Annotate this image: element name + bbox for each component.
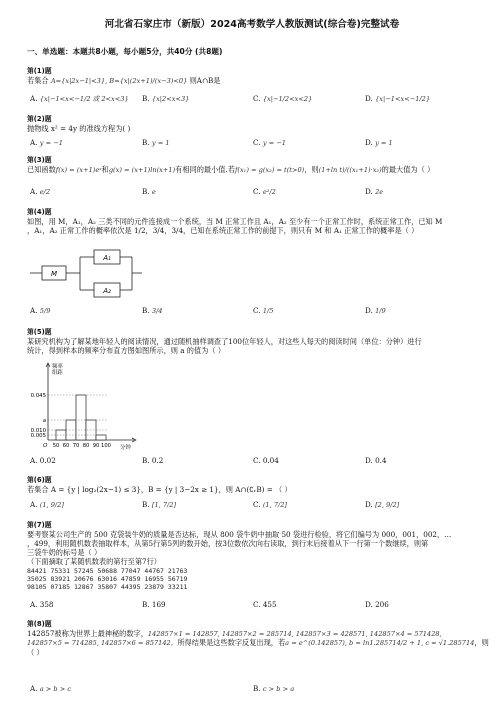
y-axis-label: 频率 (52, 364, 63, 370)
option-a[interactable]: A. 5/9 (30, 306, 51, 315)
option-c[interactable]: C. 455 (253, 600, 277, 609)
x-axis-label: 分钟 (120, 445, 131, 451)
option-b[interactable]: B. {x|2<x<3} (142, 94, 190, 103)
option-d[interactable]: D. 206 (365, 600, 389, 609)
question-7 (27, 521, 479, 592)
x-tick-label: 70 (72, 443, 80, 449)
question-1 (27, 67, 479, 85)
option-c[interactable]: C. {x|−1/2<x<2} (253, 94, 313, 103)
option-a[interactable]: A. a > b > c (30, 684, 72, 693)
circuit-diagram (28, 246, 144, 302)
option-a[interactable]: A. 358 (30, 600, 54, 609)
option-a[interactable]: A. {x|−1<x<−1/2 或 2<x<3} (30, 94, 129, 103)
option-c[interactable]: C. 0.04 (253, 456, 279, 465)
y-tick-label: 0.005 (30, 433, 46, 439)
option-a[interactable]: A. y = −1 (30, 138, 63, 147)
question-3 (27, 156, 479, 174)
y-axis-label: 组距 (52, 370, 63, 376)
random-table-row: 98105 07185 12867 35807 44395 23879 33211 (27, 583, 188, 592)
table-caption: （下面摘取了某随机数表的第行至第7行） (27, 557, 161, 567)
random-table-row: 35025 83921 20676 63016 47859 16955 56719 (27, 574, 188, 583)
question-number: 第(6)题 (27, 476, 52, 484)
question-stem: 若集合 A={x|2x−1|<3}, B={x|(2x+1)/(x−3)<0} 则A∩B是 (27, 75, 221, 85)
question-number: 第(7)题 (27, 521, 52, 529)
question-stem: 若集合 A = {y | log₂(2x−1) ≤ 3}，B = {y | 3−2x ≥ 1}，则 A∩(∁ᵣB) = （ ） (27, 484, 292, 494)
question-number: 第(1)题 (27, 67, 52, 75)
question-line: 如图，用 M，A₁，A₂ 三类不同的元件连接成一个系统，当 M 正常工作且 A₁，A₂ 至少有一个正常工作时，系统正常工作，已知 M (27, 216, 443, 226)
option-b[interactable]: B. c > b > a (253, 684, 295, 693)
question-number: 第(2)题 (27, 115, 52, 123)
question-stem: 已知函数f(x) = (x+1)eˣ和g(x) = (x+1)ln(x+1)有相同的最小值.若f(x₁) = g(x₂) = t(t>0)，则(1+ln t)/((x₁+1)·x₂)的最大值为（ ） (27, 164, 435, 174)
option-d[interactable]: D. y = 1 (365, 138, 393, 147)
option-d[interactable]: D. {x|−1<x<−1/2} (365, 94, 431, 103)
question-5 (27, 328, 479, 355)
y-tick-label: 0.010 (30, 428, 46, 434)
option-d[interactable]: D. 0.4 (365, 456, 387, 465)
option-b[interactable]: B. 169 (142, 600, 166, 609)
section-heading: 一、单选题：本题共8小题，每小题5分，共40分 (共8题) (27, 47, 223, 56)
histogram-bar (76, 395, 86, 440)
question-2 (27, 115, 479, 133)
option-a[interactable]: A. 0.02 (30, 456, 56, 465)
question-6 (27, 476, 479, 494)
option-c[interactable]: C. y = −1 (253, 138, 286, 147)
question-number: 第(4)题 (27, 208, 52, 216)
option-b[interactable]: B. [1, 7/2] (142, 500, 177, 509)
option-a[interactable]: A. (1, 9/2] (30, 500, 64, 509)
frequency-histogram (26, 360, 138, 452)
component-a2-label: A₂ (103, 287, 111, 295)
math-expression: A={x|2x−1|<3}, B={x|(2x+1)/(x−3)<0} (50, 76, 188, 85)
question-line: ，499，利用随机数表抽取样本，从第5行第5列的数开始，按3位数依次向右读取，到行末后接着从下一行第一个数继续，则第 (27, 538, 429, 548)
option-b[interactable]: B. 3/4 (142, 306, 163, 315)
question-line: （ ） (27, 647, 44, 657)
option-c[interactable]: C. (1, 7/2] (253, 500, 287, 509)
option-c[interactable]: C. e²/2 (253, 187, 276, 196)
question-8 (27, 620, 489, 657)
component-m-label: M (50, 270, 58, 278)
option-b[interactable]: B. e (142, 187, 156, 196)
question-line: ，A₁，A₂ 正常工作的概率依次是 1/2，3/4，3/4，已知在系统正常工作的前提下，则只有 M 和 A₁ 正常工作的概率是（ ） (27, 225, 419, 235)
page-title: 河北省石家庄市（新版）2024高考数学人教版测试(综合卷)完整试卷 (104, 19, 400, 30)
x-tick-label: 100 (101, 443, 111, 449)
y-tick-label: 0.045 (30, 393, 46, 399)
component-a1-label: A₁ (103, 254, 111, 262)
question-line: 要考察某公司生产的 500 克袋装牛奶的质量是否达标，现从 800 袋牛奶中抽取 50 袋进行检验，将它们编号为 000，001，002，… (27, 529, 452, 539)
question-number: 第(8)题 (27, 620, 52, 628)
question-number: 第(5)题 (27, 328, 52, 336)
option-b[interactable]: B. y = 1 (142, 138, 170, 147)
option-a[interactable]: A. e/2 (30, 187, 51, 196)
x-tick-label: 50 (52, 443, 60, 449)
question-stem: 抛物线 x² = 4y 的准线方程为( ) (27, 123, 131, 133)
question-line: 三袋牛奶的标号是（ ） (27, 548, 102, 558)
x-tick-label: 60 (62, 443, 70, 449)
question-line: 统计，得到样本的频率分布直方图如图所示，则 a 的值为（ ） (27, 345, 226, 355)
y-tick-label: a (42, 418, 46, 424)
option-d[interactable]: D. 1/9 (365, 306, 386, 315)
question-line: 142857×5 = 714285, 142857×6 = 857142，所得结果是这些数字反复出现，若a = e^(0.142857), b = ln1.285714/2 + 1, c = √1.285714，则 (27, 638, 489, 648)
option-d[interactable]: D. [2, 9/2] (365, 500, 400, 509)
option-b[interactable]: B. 0.2 (142, 456, 164, 465)
option-c[interactable]: C. 1/5 (253, 306, 274, 315)
question-4 (27, 208, 479, 235)
option-d[interactable]: D. 2e (365, 187, 384, 196)
x-tick-label: 90 (92, 443, 100, 449)
question-number: 第(3)题 (27, 156, 52, 164)
origin-label: O (43, 443, 48, 449)
histogram-bar (96, 435, 106, 440)
question-line: 142857被称为世界上最神秘的数字，142857×1 = 142857, 142857×2 = 285714, 142857×3 = 428571, 142857×4 = 571428, (27, 628, 442, 638)
random-table-row: 84421 75331 57245 50688 77047 44767 21763 (27, 566, 188, 575)
question-line: 某研究机构为了解某地年轻人的阅读情况，通过随机抽样调查了100位年轻人，对这些人每天的阅读时间（单位：分钟）进行 (27, 336, 422, 346)
x-tick-label: 80 (82, 443, 90, 449)
